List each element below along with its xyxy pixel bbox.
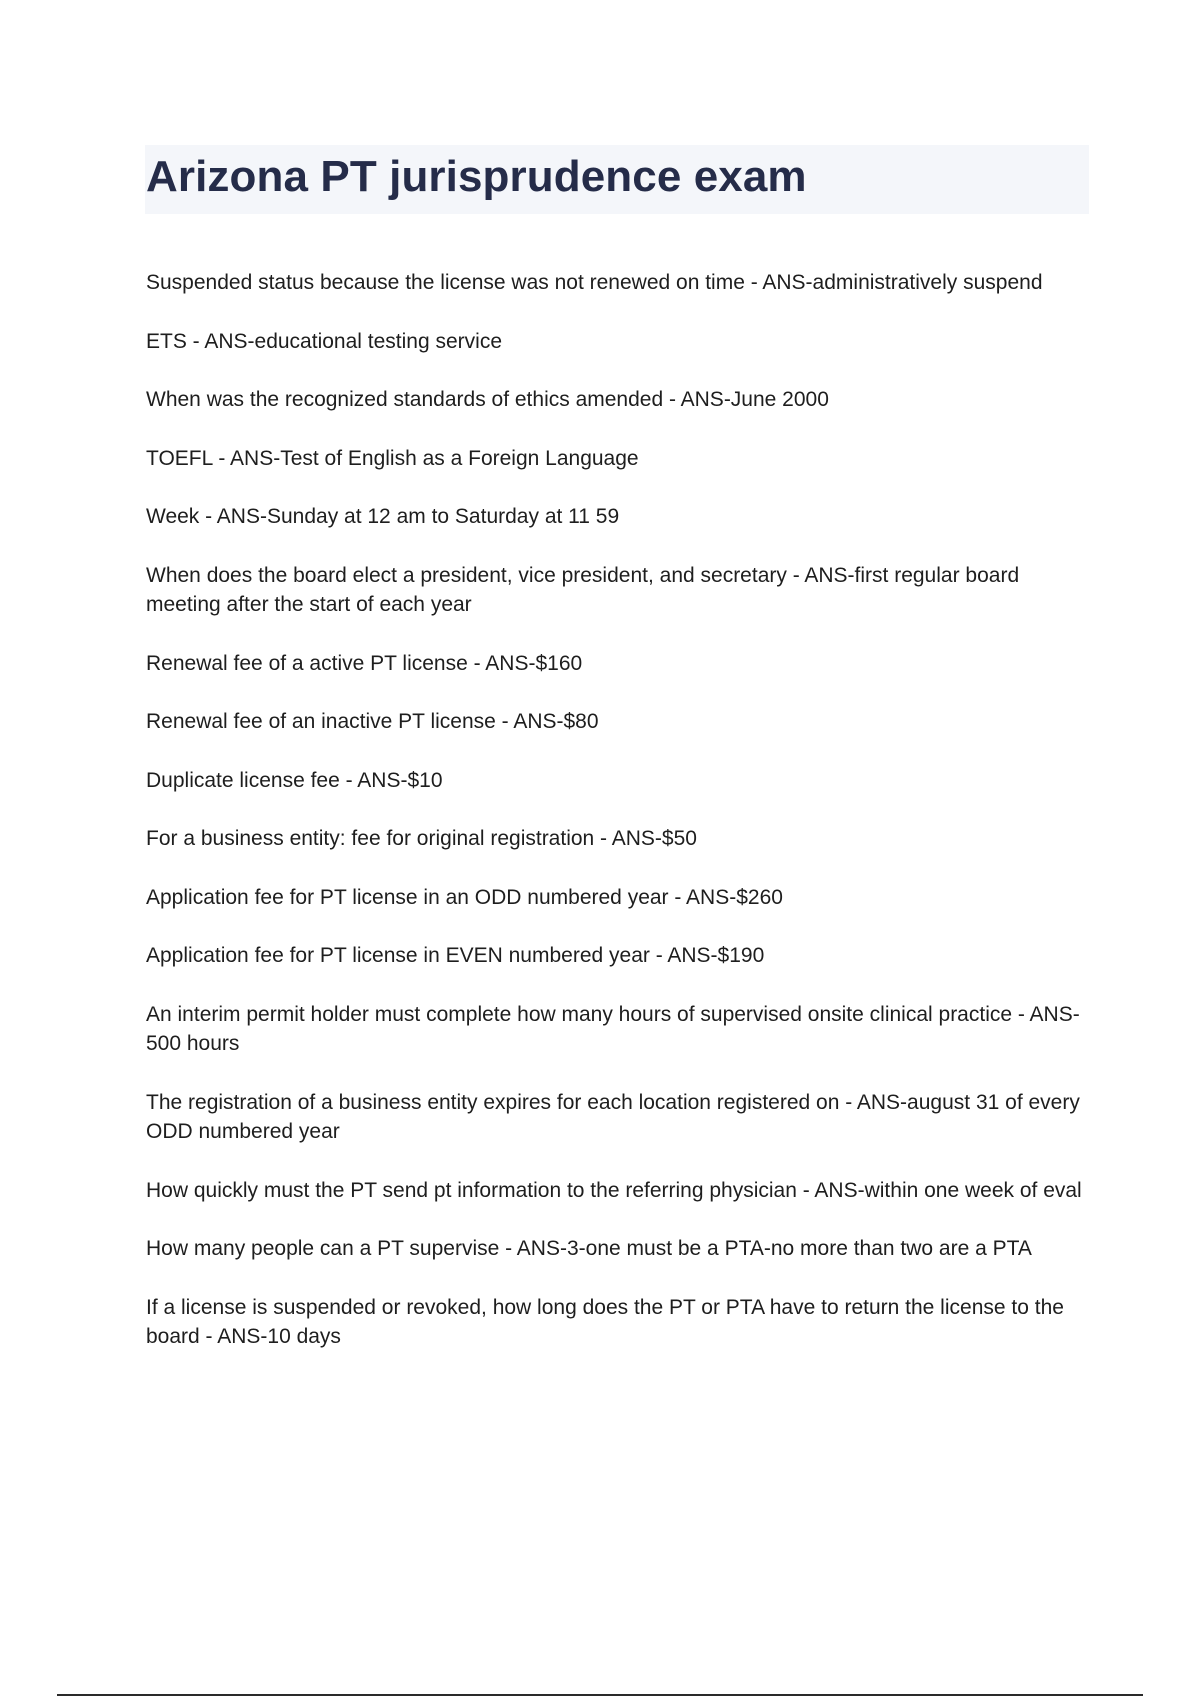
qa-item: If a license is suspended or revoked, how long does the PT or PTA have to return the license to the board - ANS-10 days [146,1295,1064,1348]
qa-item: When was the recognized standards of ethics amended - ANS-June 2000 [146,388,829,411]
qa-item: How quickly must the PT send pt information to the referring physician - ANS-within one week of eval [146,1178,1082,1202]
qa-item: ETS - ANS-educational testing service [146,329,502,353]
qa-item: Week - ANS-Sunday at 12 am to Saturday at 11 59 [146,505,620,528]
qa-item: An interim permit holder must complete how many hours of supervised onsite clinical practice - ANS-500 hours [146,1002,1080,1055]
title-band [145,145,1089,214]
footer-rule [57,1694,1143,1696]
qa-item: TOEFL - ANS-Test of English as a Foreign Language [146,446,639,470]
qa-item: Renewal fee of an inactive PT license - ANS-$80 [146,710,599,733]
qa-item: Duplicate license fee - ANS-$10 [146,768,443,792]
qa-list [146,268,1091,1381]
qa-item: When does the board elect a president, vice president, and secretary - ANS-first regular board meeting after the start of each year [146,563,1020,616]
qa-item: Renewal fee of a active PT license - ANS-$160 [146,651,583,675]
qa-item: Application fee for PT license in an ODD numbered year - ANS-$260 [146,885,783,909]
qa-item: How many people can a PT supervise - ANS-3-one must be a PTA-no more than two are a PTA [146,1237,1032,1260]
document-title: Arizona PT jurisprudence exam [146,152,807,201]
qa-item: For a business entity: fee for original registration - ANS-$50 [146,827,697,850]
qa-item: Application fee for PT license in EVEN numbered year - ANS-$190 [146,944,765,967]
qa-item: The registration of a business entity expires for each location registered on - ANS-august 31 of every ODD numbered year [146,1090,1080,1143]
qa-item: Suspended status because the license was not renewed on time - ANS-administratively suspend [146,271,1043,294]
